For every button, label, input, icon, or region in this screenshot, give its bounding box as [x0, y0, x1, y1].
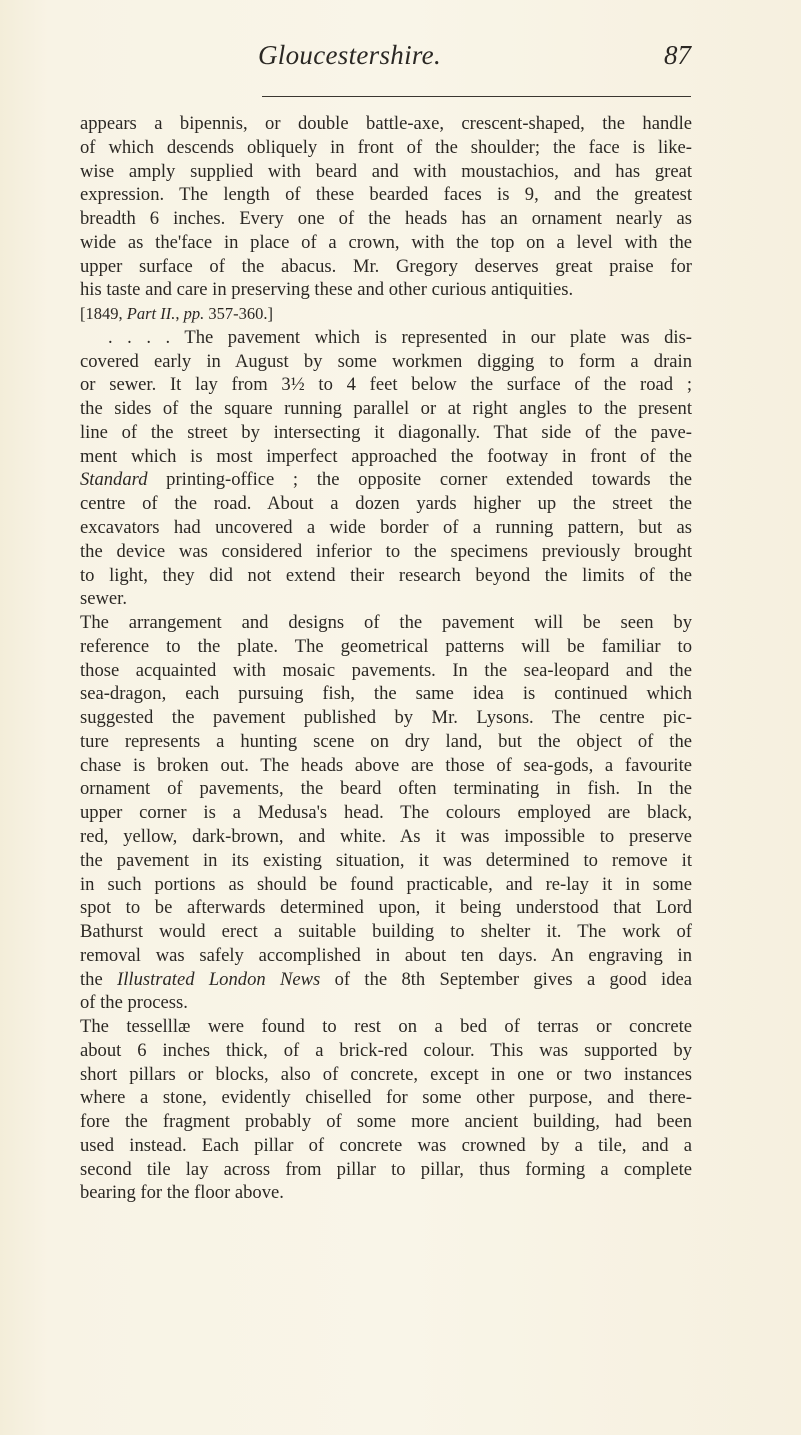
- text-line: upper surface of the abacus. Mr. Gregory deserves great praise for: [80, 255, 692, 277]
- text-line: of the process.: [80, 992, 188, 1014]
- text-line: breadth 6 inches. Every one of the heads has an ornament nearly as: [80, 208, 692, 230]
- running-head: [80, 40, 691, 96]
- text-line: sea-dragon, each pursuing fish, the same idea is continued which: [80, 683, 692, 705]
- text-line: ture represents a hunting scene on dry land, but the object of the: [80, 730, 692, 752]
- text-line: in such portions as should be found practicable, and re-lay it in some: [80, 873, 692, 895]
- text-line: wise amply supplied with beard and with moustachios, and has great: [80, 160, 692, 182]
- text-line: wide as the'face in place of a crown, with the top on a level with the: [80, 231, 692, 253]
- text-line: bearing for the floor above.: [80, 1182, 284, 1204]
- text-line: the device was considered inferior to the specimens previously brought: [80, 540, 692, 562]
- text-line: to light, they did not extend their research beyond the limits of the: [80, 564, 692, 586]
- text-line: about 6 inches thick, of a brick-red colour. This was supported by: [80, 1039, 692, 1061]
- text-line: . . . . The pavement which is represented in our plate was dis-: [108, 326, 692, 348]
- text-line: those acquainted with mosaic pavements. In the sea-leopard and the: [80, 659, 692, 681]
- text-line: suggested the pavement published by Mr. Lysons. The centre pic-: [80, 707, 692, 729]
- text-line: the sides of the square running parallel or at right angles to the present: [80, 398, 692, 420]
- text-line: appears a bipennis, or double battle-axe, crescent-shaped, the handle: [80, 113, 692, 134]
- text-line: or sewer. It lay from 3½ to 4 feet below the surface of the road ;: [80, 374, 692, 396]
- text-line: ornament of pavements, the beard often terminating in fish. In the: [80, 778, 692, 800]
- body-text: [80, 112, 692, 1205]
- text-line: The tesselllæ were found to rest on a bed of terras or concrete: [80, 1016, 692, 1038]
- text-line: removal was safely accomplished in about ten days. An engraving in: [80, 944, 692, 966]
- header-rule: [262, 96, 691, 97]
- text-line: excavators had uncovered a wide border of a running pattern, but as: [80, 517, 692, 539]
- text-line: where a stone, evidently chiselled for some other purpose, and there-: [80, 1087, 692, 1109]
- text-line: upper corner is a Medusa's head. The colours employed are black,: [80, 802, 692, 824]
- text-line: his taste and care in preserving these and other curious antiquities.: [80, 279, 574, 301]
- text-line: ment which is most imperfect approached the footway in front of the: [80, 445, 692, 467]
- text-line: red, yellow, dark-brown, and white. As it was impossible to preserve: [80, 825, 692, 847]
- text-line: the pavement in its existing situation, it was determined to remove it: [80, 849, 692, 871]
- text-line: of which descends obliquely in front of the shoulder; the face is like-: [80, 136, 692, 158]
- text-line: second tile lay across from pillar to pillar, thus forming a complete: [80, 1158, 692, 1180]
- text-line: reference to the plate. The geometrical patterns will be familiar to: [80, 635, 692, 657]
- text-line: used instead. Each pillar of concrete was crowned by a tile, and a: [80, 1134, 692, 1156]
- text-line: The arrangement and designs of the pavement will be seen by: [80, 612, 692, 634]
- text-line: centre of the road. About a dozen yards higher up the street the: [80, 493, 692, 515]
- text-line: sewer.: [80, 588, 127, 610]
- page-number: 87: [664, 40, 691, 70]
- text-line: expression. The length of these bearded faces is 9, and the greatest: [80, 184, 692, 206]
- text-line: Standard printing-office ; the opposite corner extended towards the: [80, 469, 692, 491]
- text-line: spot to be afterwards determined upon, it being understood that Lord: [80, 897, 692, 919]
- text-line: chase is broken out. The heads above are those of sea-gods, a favourite: [80, 754, 692, 776]
- text-line: fore the fragment probably of some more ancient building, had been: [80, 1111, 692, 1133]
- running-title: Gloucestershire.: [258, 40, 442, 70]
- text-line: Bathurst would erect a suitable building to shelter it. The work of: [80, 921, 692, 943]
- text-line: covered early in August by some workmen digging to form a drain: [80, 350, 692, 372]
- text-line: short pillars or blocks, also of concrete, except in one or two instances: [80, 1063, 692, 1085]
- text-line: the Illustrated London News of the 8th September gives a good idea: [80, 968, 692, 990]
- text-line: line of the street by intersecting it diagonally. That side of the pave-: [80, 421, 692, 443]
- citation-line: [1849, Part II., pp. 357-360.]: [80, 304, 273, 324]
